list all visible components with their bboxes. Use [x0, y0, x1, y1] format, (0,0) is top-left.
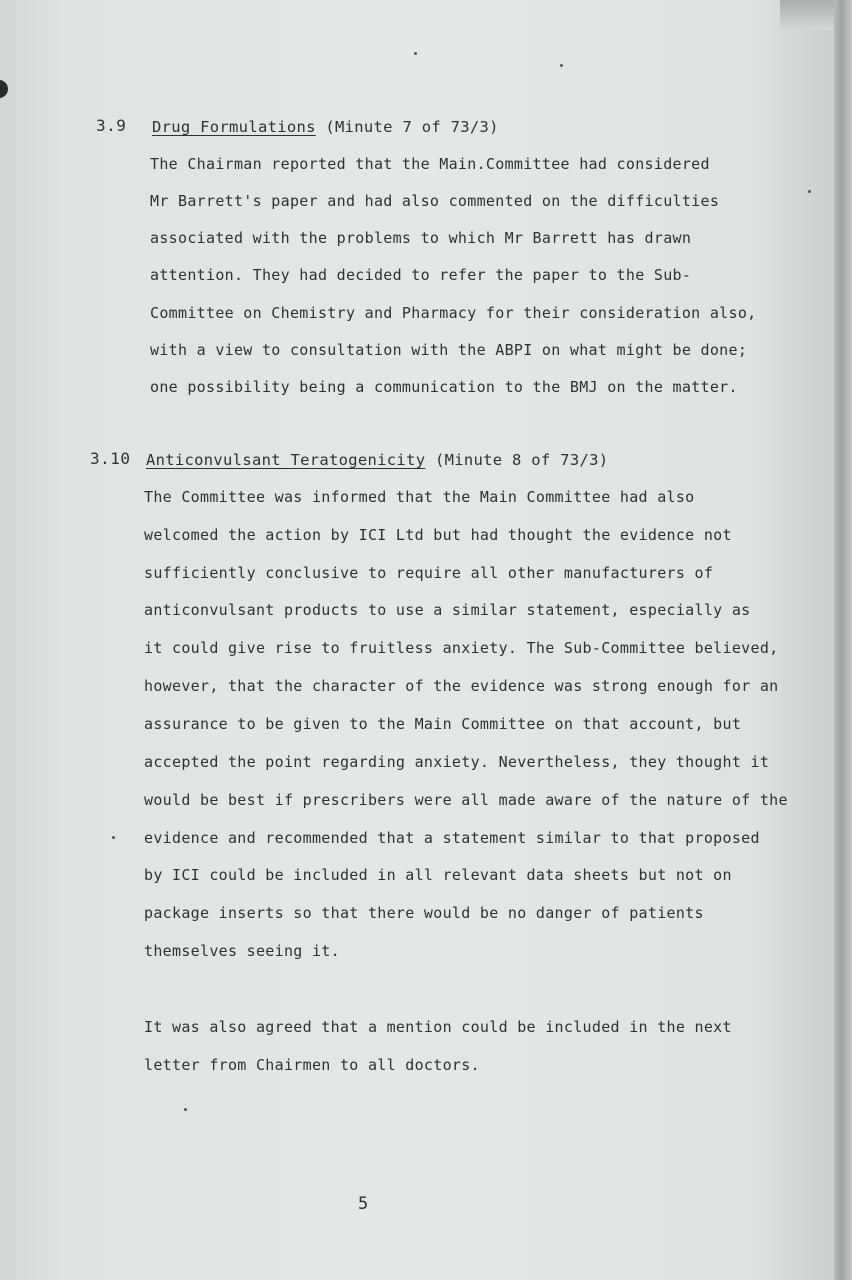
paragraph-line: assurance to be given to the Main Committee on that account, but [144, 715, 742, 733]
paragraph-line: Mr Barrett's paper and had also commented on the difficulties [150, 192, 720, 210]
page-number: 5 [358, 1194, 369, 1214]
scan-speck [560, 64, 563, 67]
punch-hole [0, 80, 8, 98]
paragraph-line: It was also agreed that a mention could be included in the next [144, 1018, 732, 1036]
paragraph-line: attention. They had decided to refer the paper to the Sub- [150, 266, 692, 284]
section-title: Anticonvulsant Teratogenicity [146, 451, 426, 469]
paragraph-line: would be best if prescribers were all made aware of the nature of the [144, 791, 788, 809]
paragraph-line: letter from Chairmen to all doctors. [144, 1056, 480, 1074]
section-heading [146, 451, 608, 469]
paragraph-line: evidence and recommended that a statement similar to that proposed [144, 829, 760, 847]
paragraph-line: anticonvulsant products to use a similar statement, especially as [144, 601, 751, 619]
paragraph-line: The Committee was informed that the Main Committee had also [144, 488, 695, 506]
paragraph-line: accepted the point regarding anxiety. Nevertheless, they thought it [144, 753, 770, 771]
paragraph-line: package inserts so that there would be no danger of patients [144, 904, 704, 922]
section-number: 3.10 [90, 449, 131, 468]
section-title: Drug Formulations [152, 118, 316, 136]
paragraph-line: however, that the character of the evidence was strong enough for an [144, 677, 779, 695]
section-ref: (Minute 7 of 73/3) [325, 118, 499, 136]
section-ref: (Minute 8 of 73/3) [434, 451, 609, 469]
scan-speck [808, 190, 811, 193]
section-number: 3.9 [96, 116, 127, 135]
paragraph-line: by ICI could be included in all relevant data sheets but not on [144, 866, 732, 884]
page-edge-right [834, 0, 852, 1280]
paragraph-line: welcomed the action by ICI Ltd but had thought the evidence not [144, 526, 732, 544]
paragraph-line: sufficiently conclusive to require all other manufacturers of [144, 564, 714, 582]
scan-speck [414, 52, 417, 55]
paragraph-line: one possibility being a communication to the BMJ on the matter. [150, 378, 738, 396]
scan-speck [112, 836, 115, 839]
paragraph-line: associated with the problems to which Mr Barrett has drawn [150, 229, 692, 247]
section-heading [152, 118, 499, 136]
paragraph-line: it could give rise to fruitless anxiety. The Sub-Committee believed, [144, 639, 779, 657]
paragraph-line: Committee on Chemistry and Pharmacy for their consideration also, [150, 304, 757, 322]
paragraph-line: The Chairman reported that the Main.Committee had considered [150, 155, 710, 173]
scan-speck [184, 1108, 187, 1111]
paragraph-line: themselves seeing it. [144, 942, 340, 960]
paragraph-line: with a view to consultation with the ABPI on what might be done; [150, 341, 748, 359]
